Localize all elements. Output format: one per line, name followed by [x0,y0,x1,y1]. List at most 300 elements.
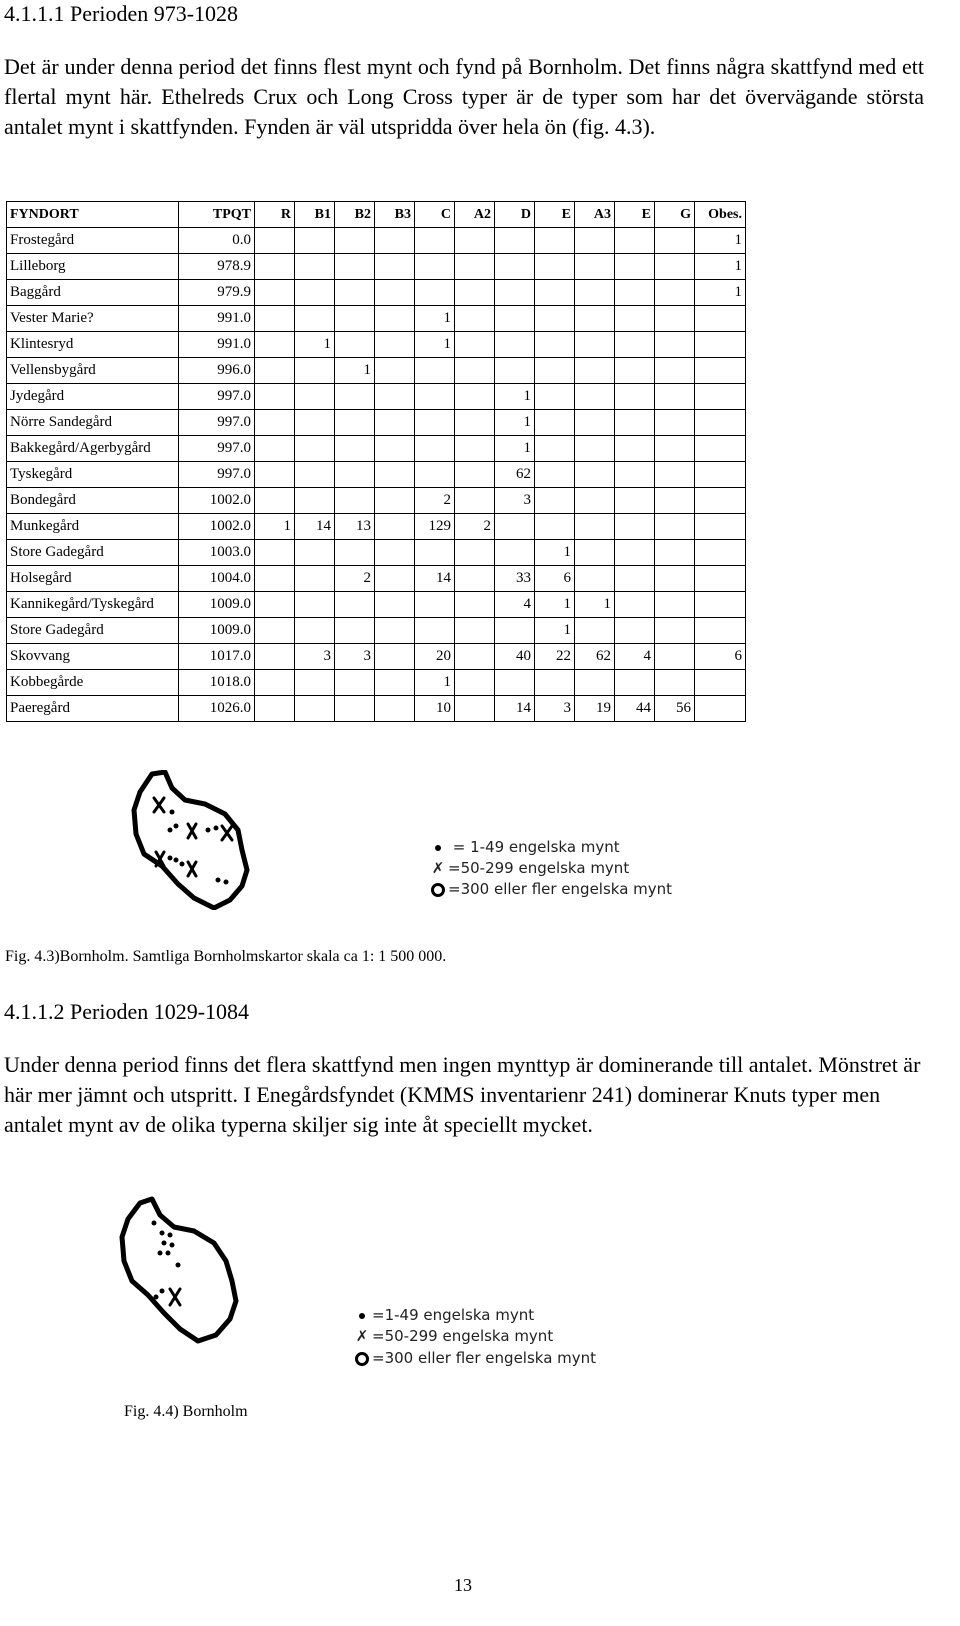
table-cell: 1018.0 [179,670,255,696]
table-cell [695,696,746,722]
table-row [7,592,746,618]
table-cell [295,462,335,488]
table-cell [655,618,695,644]
table-cell [375,436,415,462]
table-cell [295,540,335,566]
table-cell: 996.0 [179,358,255,384]
table-header-cell: C [415,202,455,228]
find-location-cell: Vellensbygård [7,358,179,384]
table-cell [615,254,655,280]
table-cell: 997.0 [179,462,255,488]
table-cell [655,592,695,618]
table-cell [535,254,575,280]
table-cell: 19 [575,696,615,722]
table-cell: 56 [655,696,695,722]
bornholm-outline [134,772,247,908]
table-cell [495,228,535,254]
table-cell [455,358,495,384]
table-cell [255,696,295,722]
legend-item-3: =300 eller fler engelska mynt [372,1349,597,1367]
find-location-cell: Paeregård [7,696,179,722]
table-cell [335,332,375,358]
table-cell [335,436,375,462]
table-cell [255,410,295,436]
table-header-cell: E [615,202,655,228]
table-cell [415,592,455,618]
table-cell [455,280,495,306]
ring-icon [428,880,448,898]
table-cell [455,696,495,722]
table-cell [375,332,415,358]
table-cell [535,384,575,410]
table-cell [255,566,295,592]
table-cell: 1 [415,306,455,332]
table-cell [375,566,415,592]
table-cell [655,280,695,306]
table-cell [455,410,495,436]
table-cell [375,540,415,566]
table-cell [575,670,615,696]
find-location-cell: Baggård [7,280,179,306]
table-cell [415,618,455,644]
table-cell: 997.0 [179,436,255,462]
table-cell: 62 [575,644,615,670]
table-row [7,644,746,670]
table-cell [455,644,495,670]
table-row [7,332,746,358]
find-location-cell: Frostegård [7,228,179,254]
table-cell [655,332,695,358]
table-cell [375,644,415,670]
table-cell: 1009.0 [179,592,255,618]
table-cell [495,254,535,280]
table-cell: 1 [575,592,615,618]
table-row [7,696,746,722]
table-cell: 33 [495,566,535,592]
table-cell [535,436,575,462]
table-cell [335,540,375,566]
legend-item-3: =300 eller fler engelska mynt [448,880,673,898]
legend-item-2: =50-299 engelska mynt [372,1327,554,1345]
table-row [7,436,746,462]
table-cell: 1 [295,332,335,358]
table-cell [535,228,575,254]
table-row [7,410,746,436]
table-cell: 20 [415,644,455,670]
table-cell: 997.0 [179,384,255,410]
find-location-cell: Store Gadegård [7,540,179,566]
table-cell: 2 [335,566,375,592]
table-cell: 1 [495,384,535,410]
table-cell [335,254,375,280]
table-cell [495,618,535,644]
find-location-cell: Bondegård [7,488,179,514]
table-cell: 1009.0 [179,618,255,644]
table-cell [575,332,615,358]
table-cell [615,618,655,644]
table-cell [255,436,295,462]
table-cell [375,514,415,540]
table-cell [695,358,746,384]
table-cell [415,358,455,384]
table-cell [455,228,495,254]
table-cell: 4 [495,592,535,618]
table-cell [575,436,615,462]
table-cell: 44 [615,696,655,722]
table-cell [335,306,375,332]
table-cell [375,670,415,696]
table-row [7,566,746,592]
table-cell [375,254,415,280]
table-cell [295,592,335,618]
table-row [7,384,746,410]
table-cell [535,670,575,696]
table-cell [415,540,455,566]
table-cell [495,540,535,566]
find-location-cell: Skovvang [7,644,179,670]
table-cell [695,462,746,488]
table-cell [455,566,495,592]
table-header-cell: A3 [575,202,615,228]
table-cell [695,592,746,618]
table-cell [415,462,455,488]
table-cell [575,540,615,566]
table-cell [335,384,375,410]
table-cell [535,332,575,358]
table-header-cell: A2 [455,202,495,228]
table-cell [335,592,375,618]
table-cell [655,566,695,592]
table-cell [415,384,455,410]
table-cell [415,228,455,254]
table-cell [655,436,695,462]
table-cell [455,254,495,280]
page-number: 13 [454,1575,472,1595]
table-cell: 1 [535,592,575,618]
table-cell: 979.9 [179,280,255,306]
table-cell: 3 [535,696,575,722]
table-cell [335,618,375,644]
table-header-cell: FYNDORT [7,202,179,228]
table-cell [295,696,335,722]
table-cell [655,306,695,332]
table-cell [295,618,335,644]
table-cell [295,670,335,696]
table-cell [295,566,335,592]
bornholm-map-fig-4-4 [118,1195,248,1345]
table-cell [575,306,615,332]
table-cell [375,488,415,514]
table-cell [375,618,415,644]
table-cell [375,384,415,410]
legend-item-1: =1-49 engelska mynt [372,1306,535,1324]
table-cell [375,306,415,332]
table-cell [615,384,655,410]
table-cell [495,332,535,358]
table-cell [295,254,335,280]
section-heading-1: 4.1.1.1 Perioden 973-1028 [4,1,239,26]
table-cell [695,384,746,410]
table-cell [655,670,695,696]
table-cell [655,384,695,410]
table-cell: 6 [695,644,746,670]
section-paragraph-2: Under denna period finns det flera skattfynd men ingen mynttyp är dominerande till antalet. Mönstret är här mer jämnt och utspritt. I Enegårdsfyndet (KMMS inventarienr 241) dominerar Knuts typer men antalet mynt av de olika typerna skiljer sig inte åt speciellt mycket. [4,1052,921,1137]
dot-icon [428,838,448,856]
legend-item-2: =50-299 engelska mynt [448,859,630,877]
table-cell [375,592,415,618]
table-cell [575,358,615,384]
table-cell [255,618,295,644]
table-cell [455,618,495,644]
table-header-cell: TPQT [179,202,255,228]
table-cell [255,358,295,384]
table-cell [295,410,335,436]
table-row [7,514,746,540]
table-cell [695,410,746,436]
bornholm-map-fig-4-3 [130,770,260,910]
table-cell: 14 [495,696,535,722]
table-cell [695,488,746,514]
table-cell: 1 [495,436,535,462]
table-cell [575,462,615,488]
table-cell [455,540,495,566]
figure-caption-4-3: Fig. 4.3)Bornholm. Samtliga Bornholmskartor skala ca 1: 1 500 000. [5,948,447,965]
table-cell [455,306,495,332]
table-cell [655,358,695,384]
table-row [7,358,746,384]
table-cell [495,306,535,332]
find-location-cell: Kobbegårde [7,670,179,696]
table-cell [375,410,415,436]
table-cell [575,228,615,254]
table-cell [455,332,495,358]
table-cell: 129 [415,514,455,540]
find-location-cell: Munkegård [7,514,179,540]
table-cell [255,332,295,358]
table-row [7,228,746,254]
table-header-cell: B2 [335,202,375,228]
table-cell [255,228,295,254]
table-cell: 991.0 [179,306,255,332]
table-row [7,670,746,696]
find-location-cell: Klintesryd [7,332,179,358]
table-cell [615,228,655,254]
table-cell: 1 [415,332,455,358]
table-cell [615,332,655,358]
table-cell [295,358,335,384]
table-cell [335,280,375,306]
table-cell [615,592,655,618]
table-cell [455,670,495,696]
find-location-cell: Holsegård [7,566,179,592]
table-row [7,488,746,514]
table-cell [535,358,575,384]
table-cell: 62 [495,462,535,488]
table-cell [455,384,495,410]
table-cell [375,462,415,488]
table-cell [375,696,415,722]
table-row [7,306,746,332]
table-cell [455,436,495,462]
table-cell [535,410,575,436]
table-cell [295,306,335,332]
table-cell: 997.0 [179,410,255,436]
table-cell: 2 [415,488,455,514]
table-cell [615,566,655,592]
table-cell [575,618,615,644]
table-cell [655,488,695,514]
table-cell [655,228,695,254]
find-location-cell: Kannikegård/Tyskegård [7,592,179,618]
table-cell: 1002.0 [179,488,255,514]
table-cell: 13 [335,514,375,540]
table-cell [295,228,335,254]
table-cell: 3 [335,644,375,670]
table-cell [255,306,295,332]
table-cell [575,566,615,592]
table-row [7,254,746,280]
table-cell: 1026.0 [179,696,255,722]
table-cell [455,462,495,488]
table-cell: 10 [415,696,455,722]
table-header-cell: D [495,202,535,228]
table-cell [615,462,655,488]
table-cell [375,280,415,306]
bornholm-outline [122,1199,236,1341]
table-cell [695,306,746,332]
table-row [7,462,746,488]
find-location-cell: Nörre Sandegård [7,410,179,436]
table-cell: 991.0 [179,332,255,358]
table-row [7,280,746,306]
table-header-cell: G [655,202,695,228]
table-cell: 40 [495,644,535,670]
table-cell [335,462,375,488]
table-cell [655,514,695,540]
section-heading-2: 4.1.1.2 Perioden 1029-1084 [4,999,250,1024]
table-cell: 3 [495,488,535,514]
table-cell [415,436,455,462]
table-cell: 0.0 [179,228,255,254]
table-cell [375,228,415,254]
table-cell [695,670,746,696]
table-cell [255,670,295,696]
table-cell [615,280,655,306]
table-cell [495,358,535,384]
table-cell [615,514,655,540]
table-cell: 1 [695,228,746,254]
table-cell [255,592,295,618]
table-cell [615,410,655,436]
table-cell [575,488,615,514]
ring-icon [352,1349,372,1367]
table-cell: 14 [415,566,455,592]
table-cell: 14 [295,514,335,540]
table-cell [695,514,746,540]
table-cell [575,384,615,410]
table-cell [695,618,746,644]
table-cell [535,280,575,306]
table-cell [455,592,495,618]
table-cell [535,488,575,514]
legend-item-1: = 1-49 engelska mynt [452,838,620,856]
table-cell: 1004.0 [179,566,255,592]
table-cell [255,254,295,280]
table-cell [415,410,455,436]
table-header-row [7,202,746,228]
table-cell [375,358,415,384]
table-cell [655,410,695,436]
table-cell [575,514,615,540]
table-cell [295,280,335,306]
cross-icon: ✗ [431,859,445,877]
table-cell [295,488,335,514]
coin-find-table [6,201,746,722]
table-cell: 3 [295,644,335,670]
table-cell [255,644,295,670]
table-cell [615,488,655,514]
table-cell: 1003.0 [179,540,255,566]
table-cell: 1 [335,358,375,384]
table-cell [695,436,746,462]
table-cell [295,436,335,462]
table-cell [535,306,575,332]
find-location-cell: Store Gadegård [7,618,179,644]
table-cell [655,462,695,488]
table-cell [695,540,746,566]
table-cell [655,644,695,670]
table-cell [415,280,455,306]
table-cell [335,488,375,514]
table-cell: 1 [535,540,575,566]
table-cell [255,462,295,488]
table-header-cell: B3 [375,202,415,228]
table-cell: 4 [615,644,655,670]
find-location-cell: Vester Marie? [7,306,179,332]
table-cell [615,358,655,384]
table-cell [455,488,495,514]
table-cell [575,254,615,280]
table-cell [535,462,575,488]
table-cell [615,670,655,696]
dot-icon [352,1306,372,1324]
table-cell [615,436,655,462]
table-cell [255,384,295,410]
table-cell [335,410,375,436]
table-cell [495,670,535,696]
table-cell: 1 [695,254,746,280]
table-cell [495,514,535,540]
table-cell: 1 [495,410,535,436]
find-location-cell: Tyskegård [7,462,179,488]
table-header-cell: E [535,202,575,228]
table-header-cell: Obes. [695,202,746,228]
table-cell: 2 [455,514,495,540]
find-location-cell: Jydegård [7,384,179,410]
table-cell [255,488,295,514]
table-cell [295,384,335,410]
table-cell: 1 [415,670,455,696]
table-cell: 978.9 [179,254,255,280]
table-cell [575,280,615,306]
table-cell [695,332,746,358]
find-location-cell: Lilleborg [7,254,179,280]
table-cell: 1017.0 [179,644,255,670]
table-cell [655,540,695,566]
table-cell [255,280,295,306]
table-cell [535,514,575,540]
find-location-cell: Bakkegård/Agerbygård [7,436,179,462]
